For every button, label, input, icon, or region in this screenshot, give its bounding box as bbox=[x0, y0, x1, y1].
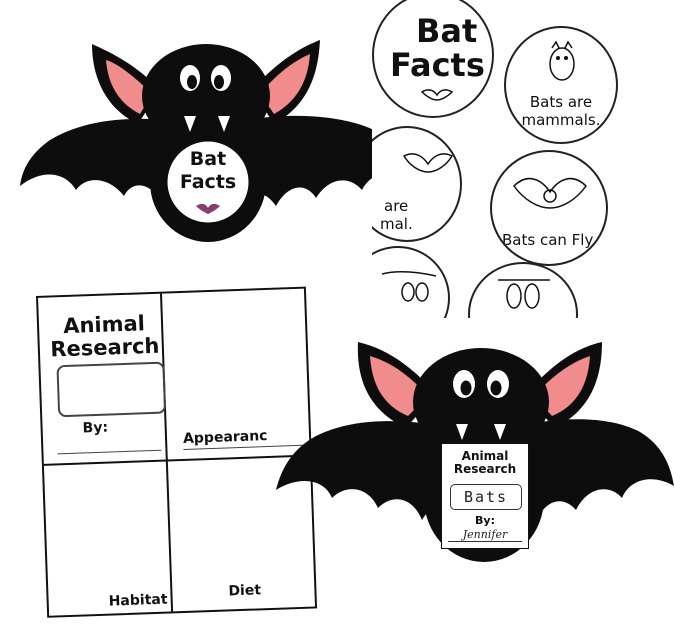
circle-partial-line-2: mal. bbox=[380, 215, 413, 233]
divider-horizontal bbox=[44, 455, 310, 466]
branch-icon bbox=[378, 266, 438, 306]
circle-branch bbox=[372, 246, 450, 318]
research-sheet bbox=[36, 287, 317, 618]
circle-mammals-line-1: Bats are bbox=[529, 93, 593, 111]
sheet-title: Animal Research bbox=[49, 311, 160, 362]
hanging-bats-icon bbox=[494, 274, 554, 314]
diet-label: Diet bbox=[228, 582, 262, 600]
card-by-label: By: bbox=[475, 514, 495, 527]
author-line bbox=[58, 450, 162, 455]
bat-drawing-icon bbox=[544, 38, 580, 88]
card-title: Animal Research bbox=[453, 449, 517, 477]
circle-cover bbox=[372, 0, 494, 118]
card-animal-value: Bats bbox=[450, 484, 522, 510]
circle-mammals-line-2: mammals. bbox=[521, 111, 601, 129]
circle-partial-line-1: are bbox=[384, 197, 409, 215]
bat-icon bbox=[420, 86, 454, 102]
flying-bat-icon bbox=[402, 148, 454, 178]
by-label: By: bbox=[82, 419, 109, 437]
circle-mammals bbox=[504, 26, 618, 144]
circle-fly bbox=[490, 150, 608, 266]
card-author-value: Jennifer bbox=[448, 528, 522, 542]
badge-line-1: Bat bbox=[189, 148, 227, 170]
habitat-label: Habitat bbox=[108, 591, 168, 610]
bat-craft-top bbox=[20, 20, 420, 245]
fact-circles-sheet bbox=[372, 0, 674, 318]
circle-hanging bbox=[468, 262, 578, 318]
badge-line-2: Facts bbox=[179, 171, 237, 193]
animal-name-box bbox=[56, 362, 166, 418]
flying-bat-icon bbox=[510, 166, 590, 216]
circle-partial bbox=[372, 126, 462, 242]
circle-fly-text: Bats can Fly. bbox=[502, 231, 596, 249]
appearance-label: Appearanc bbox=[182, 428, 268, 447]
cover-line-2: Facts bbox=[390, 46, 485, 84]
bat-research-card bbox=[441, 443, 529, 549]
cover-line-1: Bat bbox=[416, 12, 478, 50]
